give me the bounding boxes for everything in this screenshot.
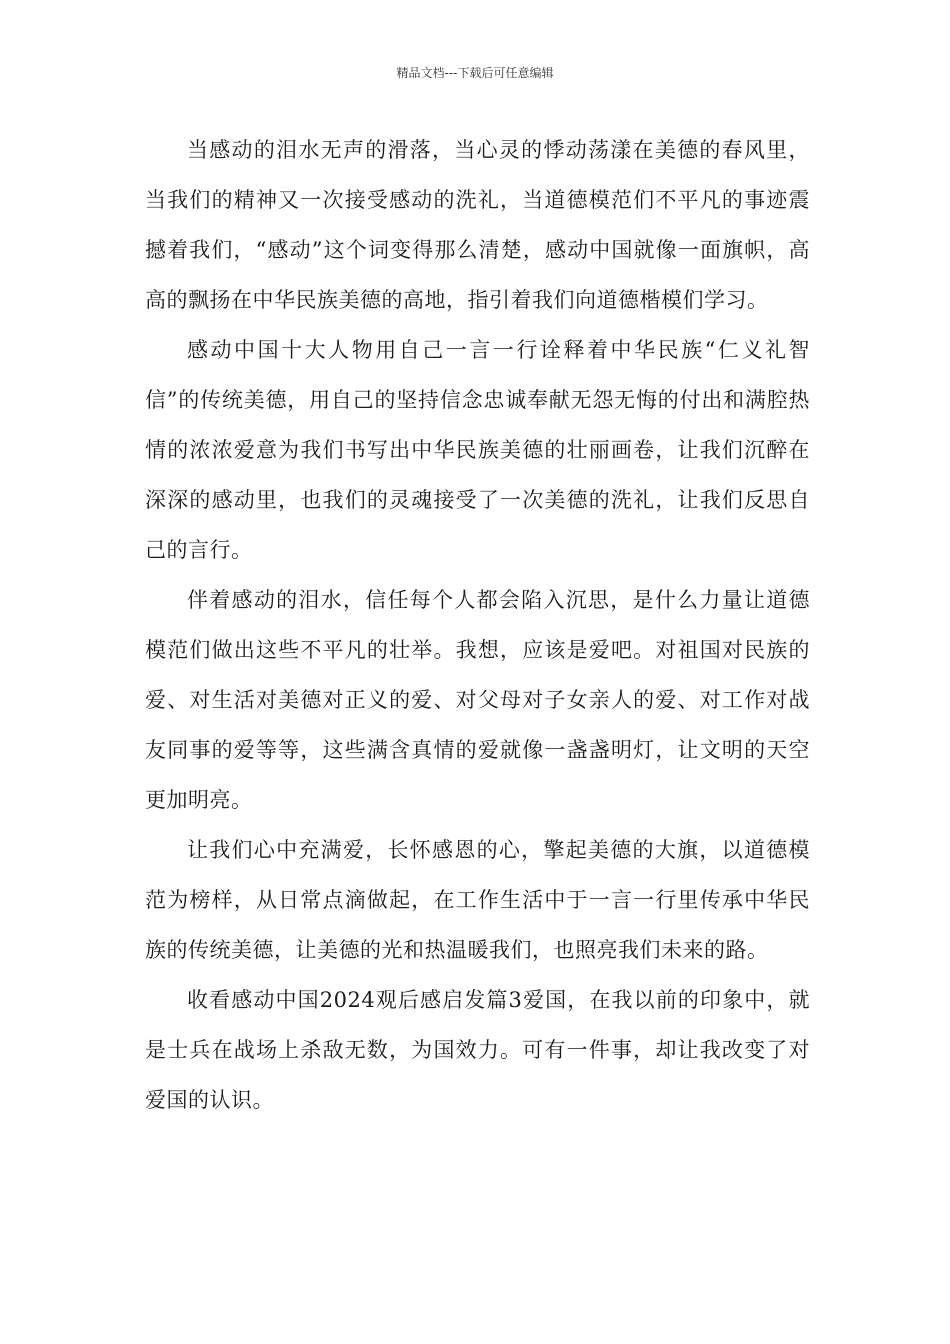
- page-header: 精品文档---下载后可任意编辑: [396, 66, 554, 80]
- paragraph-5: 收看感动中国2024观后感启发篇3爱国，在我以前的印象中，就是士兵在战场上杀敌无数，为国效力。可有一件事，却让我改变了对爱国的认识。: [145, 988, 810, 1112]
- document-body: [145, 125, 810, 1125]
- paragraph-4: 让我们心中充满爱，长怀感恩的心，擎起美德的大旗，以道德模范为榜样，从日常点滴做起，在工作生活中于一言一行里传承中华民族的传统美德，让美德的光和热温暖我们，也照亮我们未来的路。: [145, 838, 810, 962]
- paragraph-2: 感动中国十大人物用自己一言一行诠释着中华民族“仁义礼智信”的传统美德，用自己的坚持信念忠诚奉献无怨无悔的付出和满腔热情的浓浓爱意为我们书写出中华民族美德的壮丽画卷，让我们沉醉在深深的感动里，也我们的灵魂接受了一次美德的洗礼，让我们反思自己的言行。: [145, 338, 810, 562]
- paragraph-3: 伴着感动的泪水，信任每个人都会陷入沉思，是什么力量让道德模范们做出这些不平凡的壮举。我想，应该是爱吧。对祖国对民族的爱、对生活对美德对正义的爱、对父母对子女亲人的爱、对工作对战友同事的爱等等，这些满含真情的爱就像一盏盏明灯，让文明的天空更加明亮。: [145, 588, 810, 812]
- paragraph-1: 当感动的泪水无声的滑落，当心灵的悸动荡漾在美德的春风里，当我们的精神又一次接受感动的洗礼，当道德模范们不平凡的事迹震撼着我们，“感动”这个词变得那么清楚，感动中国就像一面旗帜，高高的飘扬在中华民族美德的高地，指引着我们向道德楷模们学习。: [145, 138, 810, 312]
